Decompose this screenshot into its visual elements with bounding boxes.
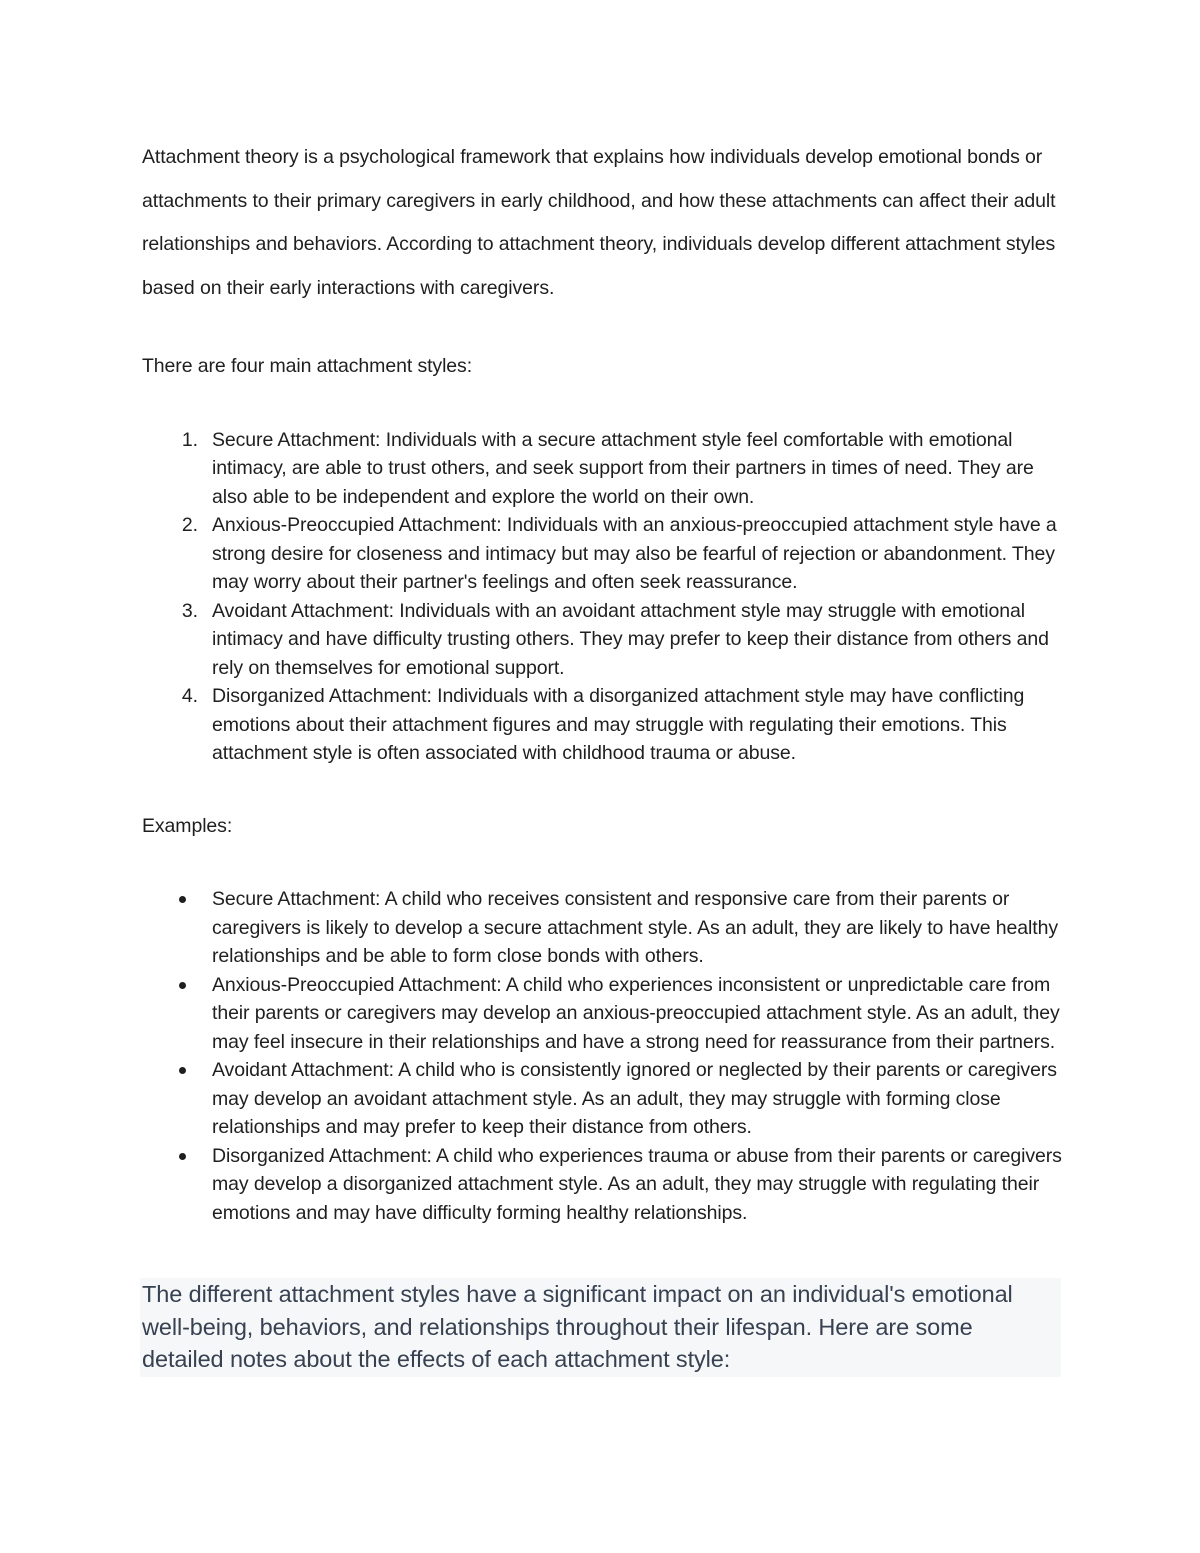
examples-heading: Examples: xyxy=(142,814,233,837)
list-number: 1. xyxy=(181,428,198,451)
list-item xyxy=(142,1056,1067,1142)
list-item-text: Avoidant Attachment: A child who is consistently ignored or neglected by their parents or caregivers may develop an avoidant attachment style. As an adult, they may struggle with forming close relationships and may prefer to keep their distance from others. xyxy=(212,1059,1057,1138)
list-number: 2. xyxy=(181,514,198,536)
list-item-text: Anxious-Preoccupied Attachment: Individuals with an anxious-preoccupied attachment style have a strong desire for closeness and intimacy but may also be fearful of rejection or abandonment. They may worry about their partner's feelings and often seek reassurance. xyxy=(212,514,1057,593)
list-number: 4. xyxy=(181,685,198,707)
list-item xyxy=(142,511,1067,597)
list-item xyxy=(142,885,1067,971)
attachment-styles-list xyxy=(142,426,1067,768)
list-item-text: Avoidant Attachment: Individuals with an avoidant attachment style may struggle with emotional intimacy and have difficulty trusting others. They may prefer to keep their distance from others and rely on themselves for emotional support. xyxy=(212,599,1049,679)
list-item-text: Anxious-Preoccupied Attachment: A child who experiences inconsistent or unpredictable care from their parents or caregivers may develop an anxious-preoccupied attachment style. As an adult, they may feel insecure in their relationships and have a strong need for reassurance from their partners. xyxy=(212,973,1060,1053)
list-number: 3. xyxy=(181,599,198,622)
document-body xyxy=(142,136,1067,1377)
list-item xyxy=(142,971,1067,1057)
list-item-text: Disorganized Attachment: A child who experiences trauma or abuse from their parents or caregivers may develop a disorganized attachment style. As an adult, they may struggle with regulating their emotions and may have difficulty forming healthy relationships. xyxy=(212,1144,1062,1224)
intro-paragraph: Attachment theory is a psychological framework that explains how individuals develop emotional bonds or attachments to their primary caregivers in early childhood, and how these attachments can affect their adult relationships and behaviors. According to attachment theory, individuals develop different attachment styles based on their early interactions with caregivers. xyxy=(142,146,1056,299)
list-item xyxy=(142,682,1067,768)
list-item-text: Disorganized Attachment: Individuals with a disorganized attachment style may have conflicting emotions about their attachment figures and may struggle with regulating their emotions. This attachment style is often associated with childhood trauma or abuse. xyxy=(212,685,1025,764)
bullet-icon xyxy=(179,1067,186,1074)
bullet-icon xyxy=(179,982,186,989)
list-item xyxy=(142,597,1067,683)
highlighted-callout: The different attachment styles have a significant impact on an individual's emotional well-being, behaviors, and relationships throughout their lifespan. Here are some detailed notes about the effects of each attachment style: xyxy=(140,1278,1061,1377)
list-item-text: Secure Attachment: A child who receives consistent and responsive care from their parents or caregivers is likely to develop a secure attachment style. As an adult, they are likely to have healthy relationships and be able to form close bonds with others. xyxy=(212,888,1058,967)
list-item xyxy=(142,426,1067,512)
examples-list xyxy=(142,885,1067,1227)
list-item-text: Secure Attachment: Individuals with a secure attachment style feel comfortable with emotional intimacy, are able to trust others, and seek support from their partners in times of need. They are also able to be independent and explore the world on their own. xyxy=(212,428,1034,508)
bullet-icon xyxy=(179,1153,186,1160)
styles-heading: There are four main attachment styles: xyxy=(142,355,473,377)
bullet-icon xyxy=(179,896,186,903)
list-item xyxy=(142,1142,1067,1228)
